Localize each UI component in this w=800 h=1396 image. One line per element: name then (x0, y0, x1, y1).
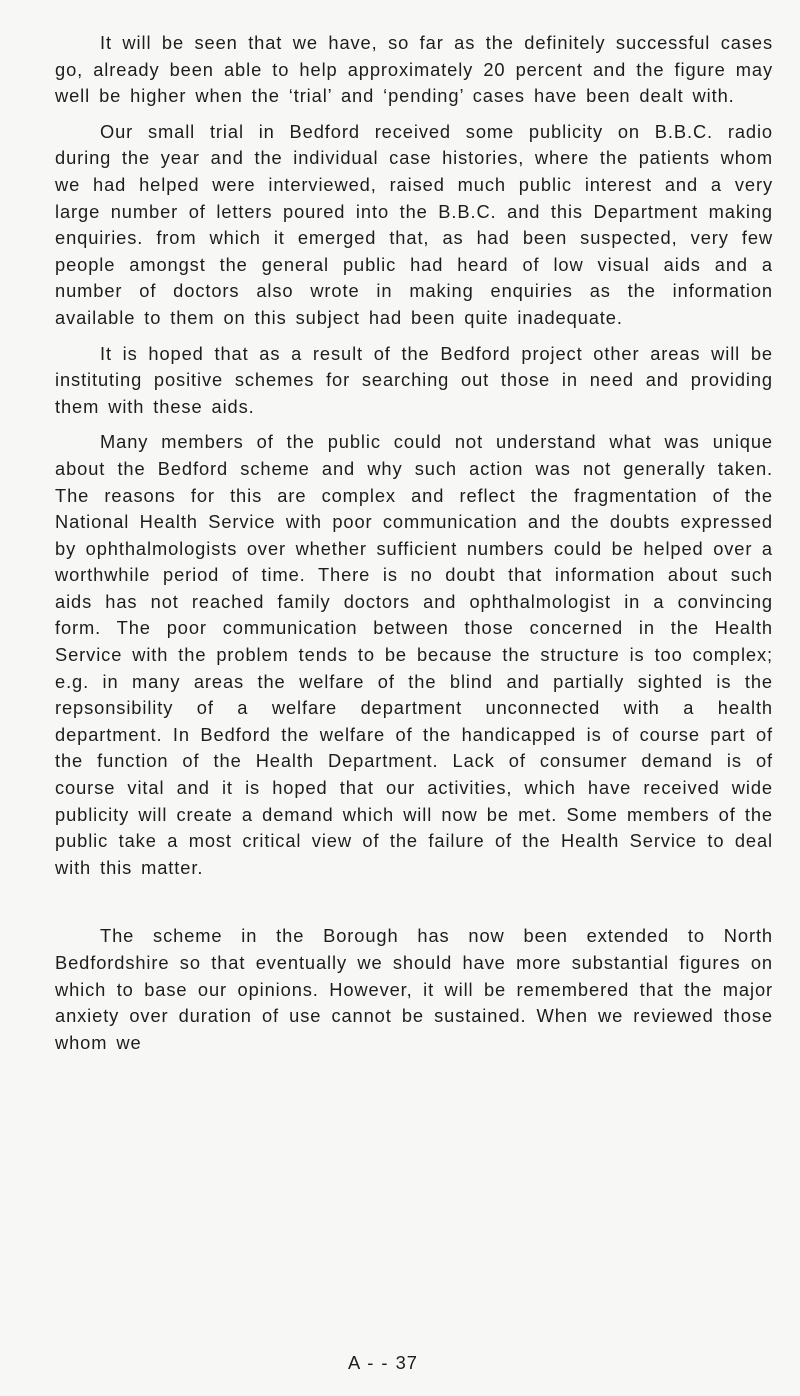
paragraph-bedford-project-hope: It is hoped that as a result of the Bedford project other areas will be instituting positive schemes for searching out those in need and providing them with these aids. (55, 342, 773, 417)
paragraph-health-service-fragmentation: Many members of the public could not understand what was unique about the Bedford scheme and why such action was not generally taken. The reasons for this are complex and reflect the fragmentation of the National Health Service with poor communication and the doubts expressed by ophthalmologists over whether sufficient numbers could be helped over a worthwhile period of time. There is no doubt that information about such aids has not reached family doctors and ophthalmologist in a convincing form. The poor communication between those concerned in the Health Service with the problem tends to be because the structure is too complex; e.g. in many areas the welfare of the blind and partially sighted is the repsonsibility of a welfare department unconnected with a health department. In Bedford the welfare of the handicapped is of course part of the function of the Health Department. Lack of consumer demand is of course vital and it is hoped that our activities, which have received wide publicity will create a demand which will now be met. Some members of the public take a most critical view of the failure of the Health Service to deal with this matter. (55, 431, 773, 878)
document-page (55, 30, 773, 1056)
page-number: A - - 37 (348, 1352, 418, 1373)
paragraph-success-rate: It will be seen that we have, so far as the definitely successful cases go, already been able to help approximately 20 percent and the figure may well be higher when the ‘trial’ and ‘pending’ cases have been dealt with. (55, 32, 773, 107)
paragraph-bbc-publicity: Our small trial in Bedford received some publicity on B.B.C. radio during the year and the individual case histories, where the patients whom we had helped were interviewed, raised much public interest and a very large number of letters poured into the B.B.C. and this Department making enquiries. from which it emerged that, as had been suspected, very few people amongst the general public had heard of low visual aids and a number of doctors also wrote in making enquiries as the information available to them on this subject had been quite inadequate. (55, 120, 773, 328)
paragraph-scheme-extension: The scheme in the Borough has now been extended to North Bedfordshire so that eventually we should have more substantial figures on which to base our opinions. However, it will be remembered that the major anxiety over duration of use cannot be sustained. When we reviewed those whom we (55, 925, 773, 1053)
